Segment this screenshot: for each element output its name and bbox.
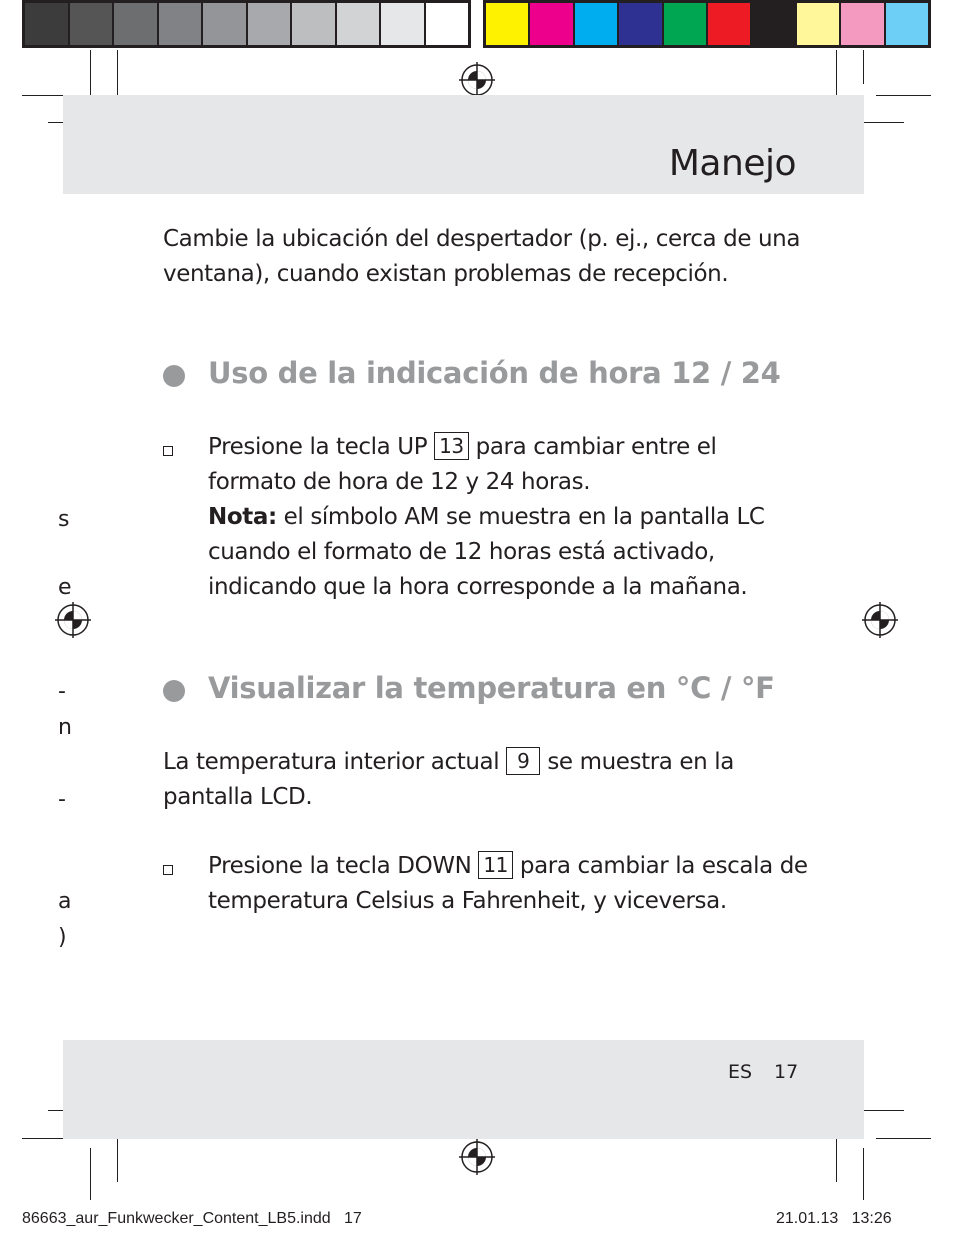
instruction-text: Presione la tecla UP [208,434,435,460]
registration-mark-icon [862,602,898,638]
color-swatch [840,2,884,46]
registration-mark-icon [459,1139,495,1175]
color-swatch [113,2,158,46]
crop-mark [876,1138,931,1139]
color-swatch [529,2,573,46]
intro-paragraph: Cambie la ubicación del despertador (p. ej., cerca de una ventana), cuando existan problemas de recepción. [163,226,801,287]
color-swatch [425,2,470,46]
bleed-edge-char: - [58,787,66,812]
color-swatch [796,2,840,46]
heading-bullet-icon [163,680,185,702]
color-swatch [618,2,662,46]
footer-band [63,1040,864,1139]
language-code: ES [728,1061,753,1083]
color-swatch [24,2,69,46]
instruction-text: Presione la tecla DOWN [208,853,479,879]
bleed-edge-char: e [58,575,72,600]
checkbox-icon [163,865,173,875]
crop-mark [90,1148,91,1200]
paragraph-text: La temperatura interior actual [163,749,507,775]
color-swatch [380,2,425,46]
instruction-text: para cambiar la escala de temperatura Celsius a Fahrenheit, y viceversa. [208,853,808,914]
page-title: Manejo [668,143,796,184]
registration-mark-icon [55,602,91,638]
note-label: Nota: [208,504,277,530]
color-swatch [247,2,292,46]
color-swatch [158,2,203,46]
bleed-edge-char: ) [58,925,67,950]
paragraph-text: se muestra en la pantalla LCD. [163,749,734,810]
color-swatch [885,2,929,46]
checkbox-icon [163,446,173,456]
bleed-edge-char: - [58,679,66,704]
color-swatch [485,2,529,46]
color-swatch [336,2,381,46]
color-swatch [707,2,751,46]
crop-mark [863,1148,864,1200]
crop-mark [876,95,931,96]
reference-number: 11 [478,851,513,879]
reference-number: 13 [434,432,469,460]
page-number: 17 [774,1061,799,1083]
registration-mark-icon [459,62,495,98]
crop-mark [863,50,864,84]
color-swatch [663,2,707,46]
section-heading-temperature: Visualizar la temperatura en °C / °F [208,671,775,705]
bleed-edge-char: a [58,889,72,914]
color-swatch [69,2,114,46]
bleed-edge-char: s [58,507,70,532]
bleed-edge-char: n [58,715,72,740]
instruction-text: para cambiar entre el formato de hora de 12 y 24 horas. [208,434,717,495]
color-swatch [574,2,618,46]
slug-filename: 86663_aur_Funkwecker_Content_LB5.indd 17 [22,1210,362,1227]
color-swatch [751,2,795,46]
reference-number: 9 [506,747,540,775]
slug-datetime: 21.01.13 13:26 [776,1210,892,1227]
color-swatch [291,2,336,46]
section-heading-12-24: Uso de la indicación de hora 12 / 24 [208,356,781,390]
heading-bullet-icon [163,365,185,387]
instruction-item [208,430,808,605]
color-swatch [202,2,247,46]
note-text: el símbolo AM se muestra en la pantalla LC cuando el formato de 12 horas está activado, indicando que la hora corresponde a la mañana. [208,504,765,600]
temperature-paragraph [163,745,803,815]
instruction-item [208,849,808,919]
